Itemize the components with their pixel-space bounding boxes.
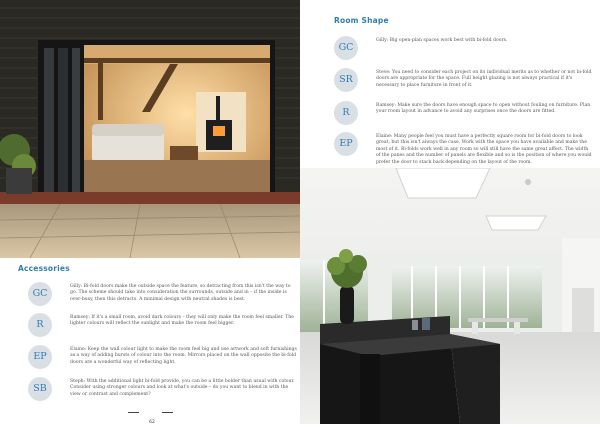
accessories-entry-ramsey — [28, 313, 300, 339]
entry-text: Gilly: Big open-plan spaces work best with bi-fold doors. — [376, 38, 508, 43]
accessories-heading: Accessories — [18, 264, 70, 273]
entry-text: Steve: You need to consider each project on its individual merits as to whether or not bi-fold doors are appropriate for the space. Full height glazing is not always practical if it's necessary to place furniture in front of it. — [376, 70, 592, 88]
entry-text: Steph: With the additional light bi-fold provide, you can be a little bolder than usual with colour. Consider using stronger colours and look at what's outside – do you want to blend in with the view or contrast and complement? — [70, 379, 295, 397]
initials-badge: GC — [334, 36, 358, 60]
kitchen-island-photo — [300, 168, 600, 424]
initials-badge: R — [28, 313, 52, 337]
bifold-doors-living-room-photo — [0, 0, 300, 258]
entry-text: Elaine: Many people feel you must have a perfectly square room for bi-fold doors to look great, but this isn't always the case. Work with the space you have available and make the most of it. Bi-folds work well in any room so will still have the same great affect. The width of the panes and the number of panels are flexible and so is the position of where you would prefer the door to stack back depending on the layout of the room. — [376, 134, 592, 165]
entry-text: Ramsey: If it's a small room, avoid dark colours – they will only make the room feel smaller. The lighter colours will reflect the sunlight and make the room feel bigger. — [70, 315, 294, 327]
room-shape-entry-gilly — [334, 36, 598, 64]
room-shape-entry-elaine — [334, 132, 598, 168]
entry-text: Ramsey: Make sure the doors have enough space to open without fouling on furniture. Plan your room layout in advance to avoid any surprises once the doors are fitted. — [376, 103, 591, 115]
page-number: 62 — [149, 420, 155, 425]
entry-text: Gilly: Bi-fold doors make the outside space the feature, so detracting from this isn't the way to go. The scheme should take into consideration the surrounds, outside and in – if the inside is over-busy, then this detracts. A minimal design with neutral shades is best. — [70, 284, 291, 302]
room-shape-entry-ramsey — [334, 101, 598, 127]
page-number-container — [132, 408, 172, 425]
initials-badge: SR — [334, 68, 358, 92]
entry-text: Elaine: Keep the wall colour light to make the room feel big and use artwork and soft furnishings as a way of adding bursts of colour into the room. Mirrors placed on the wall opposite the bi-fold doors are a wonderful way of reflecting light. — [70, 347, 297, 365]
room-shape-heading: Room Shape — [334, 16, 389, 25]
accessories-entry-gilly — [28, 282, 300, 310]
initials-badge: EP — [28, 345, 52, 369]
initials-badge: EP — [334, 132, 358, 156]
initials-badge: GC — [28, 282, 52, 306]
accessories-entry-steph — [28, 377, 300, 405]
initials-badge: SB — [28, 377, 52, 401]
initials-badge: R — [334, 101, 358, 125]
room-shape-entry-steve — [334, 68, 598, 96]
accessories-entry-elaine — [28, 345, 300, 373]
